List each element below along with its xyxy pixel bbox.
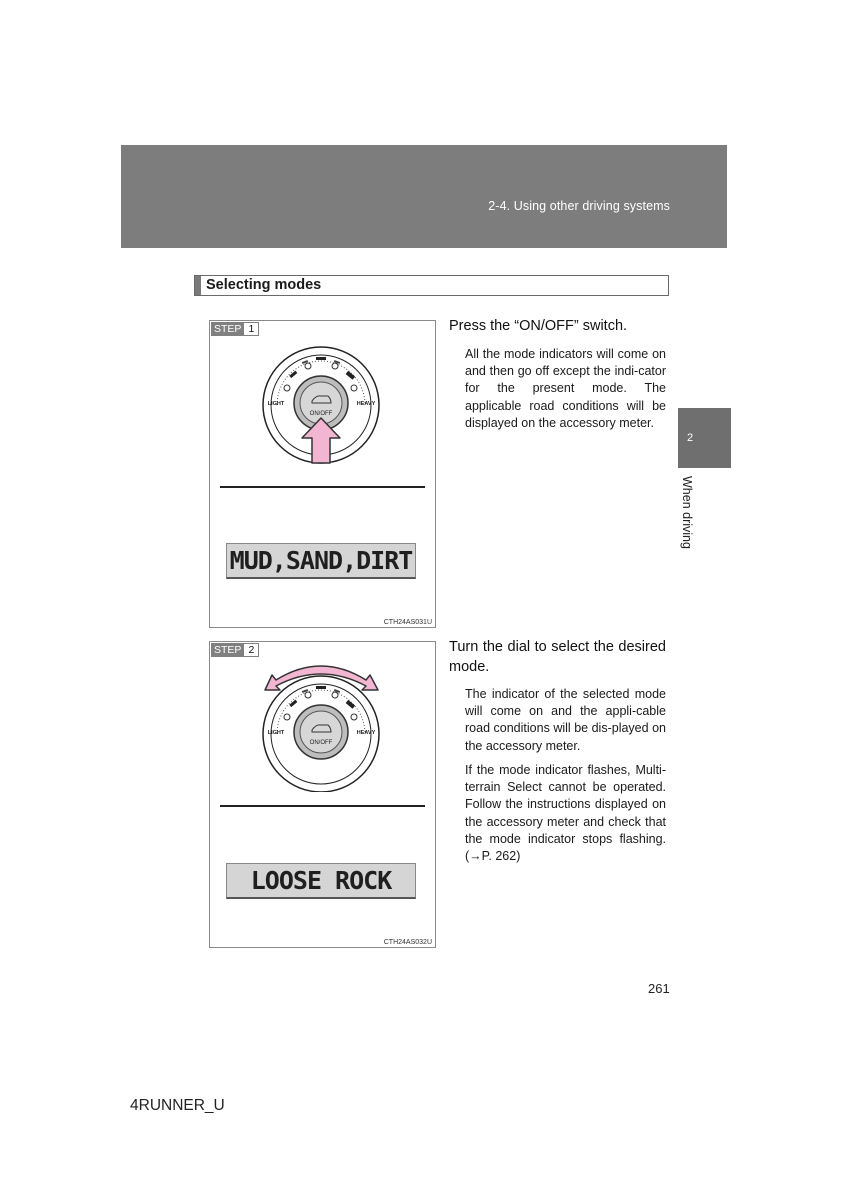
step-2-figure <box>209 641 436 948</box>
heavy-label: HEAVY <box>356 401 376 407</box>
dial-illustration <box>210 642 435 792</box>
page-number: 261 <box>648 981 670 996</box>
section-label: 2-4. Using other driving systems <box>488 199 670 213</box>
chapter-title: When driving <box>680 476 694 549</box>
figure-divider <box>220 805 425 807</box>
step-number: 1 <box>244 322 259 336</box>
figure-code: CTH24AS032U <box>383 939 432 946</box>
step-word: STEP <box>211 322 244 336</box>
section-heading <box>194 275 669 296</box>
on-off-label: ON/OFF <box>309 740 333 746</box>
figure-code: CTH24AS031U <box>383 619 432 626</box>
header-band <box>121 145 727 248</box>
accessory-meter-display: LOOSE ROCK <box>226 863 416 899</box>
figure-divider <box>220 486 425 488</box>
terrain-dial-icon <box>263 676 379 792</box>
heavy-label: HEAVY <box>356 730 376 736</box>
light-label: LIGHT <box>267 401 285 407</box>
chapter-number: 2 <box>687 432 694 444</box>
step-1-title: Press the “ON/OFF” switch. <box>449 318 628 334</box>
on-off-label: ON/OFF <box>309 411 333 417</box>
step-1-paragraph: All the mode indicators will come on and then go off except the indi-cator for the present mode. The applicable road conditions will be displayed on the accessory meter. <box>465 347 666 430</box>
step-2-title: Turn the dial to select the desired mode. <box>449 639 666 675</box>
accessory-meter-display: MUD,SAND,DIRT <box>226 543 416 579</box>
heading-title: Selecting modes <box>206 277 322 293</box>
light-label: LIGHT <box>267 730 285 736</box>
chapter-tab <box>678 408 731 468</box>
footer-model: 4RUNNER_U <box>130 1097 225 1114</box>
step-word: STEP <box>211 643 244 657</box>
step-number: 2 <box>244 643 259 657</box>
step-2-paragraph-2: If the mode indicator flashes, Multi-terrain Select cannot be operated. Follow the instructions displayed on the accessory meter and check that the mode indicator stops flashing. (→P. 262) <box>465 763 666 864</box>
step-1-figure <box>209 320 436 628</box>
heading-accent <box>195 276 201 295</box>
dial-illustration <box>210 321 435 481</box>
step-2-paragraph-1: The indicator of the selected mode will come on and the appli-cable road conditions will be dis-played on the accessory meter. <box>465 687 666 753</box>
